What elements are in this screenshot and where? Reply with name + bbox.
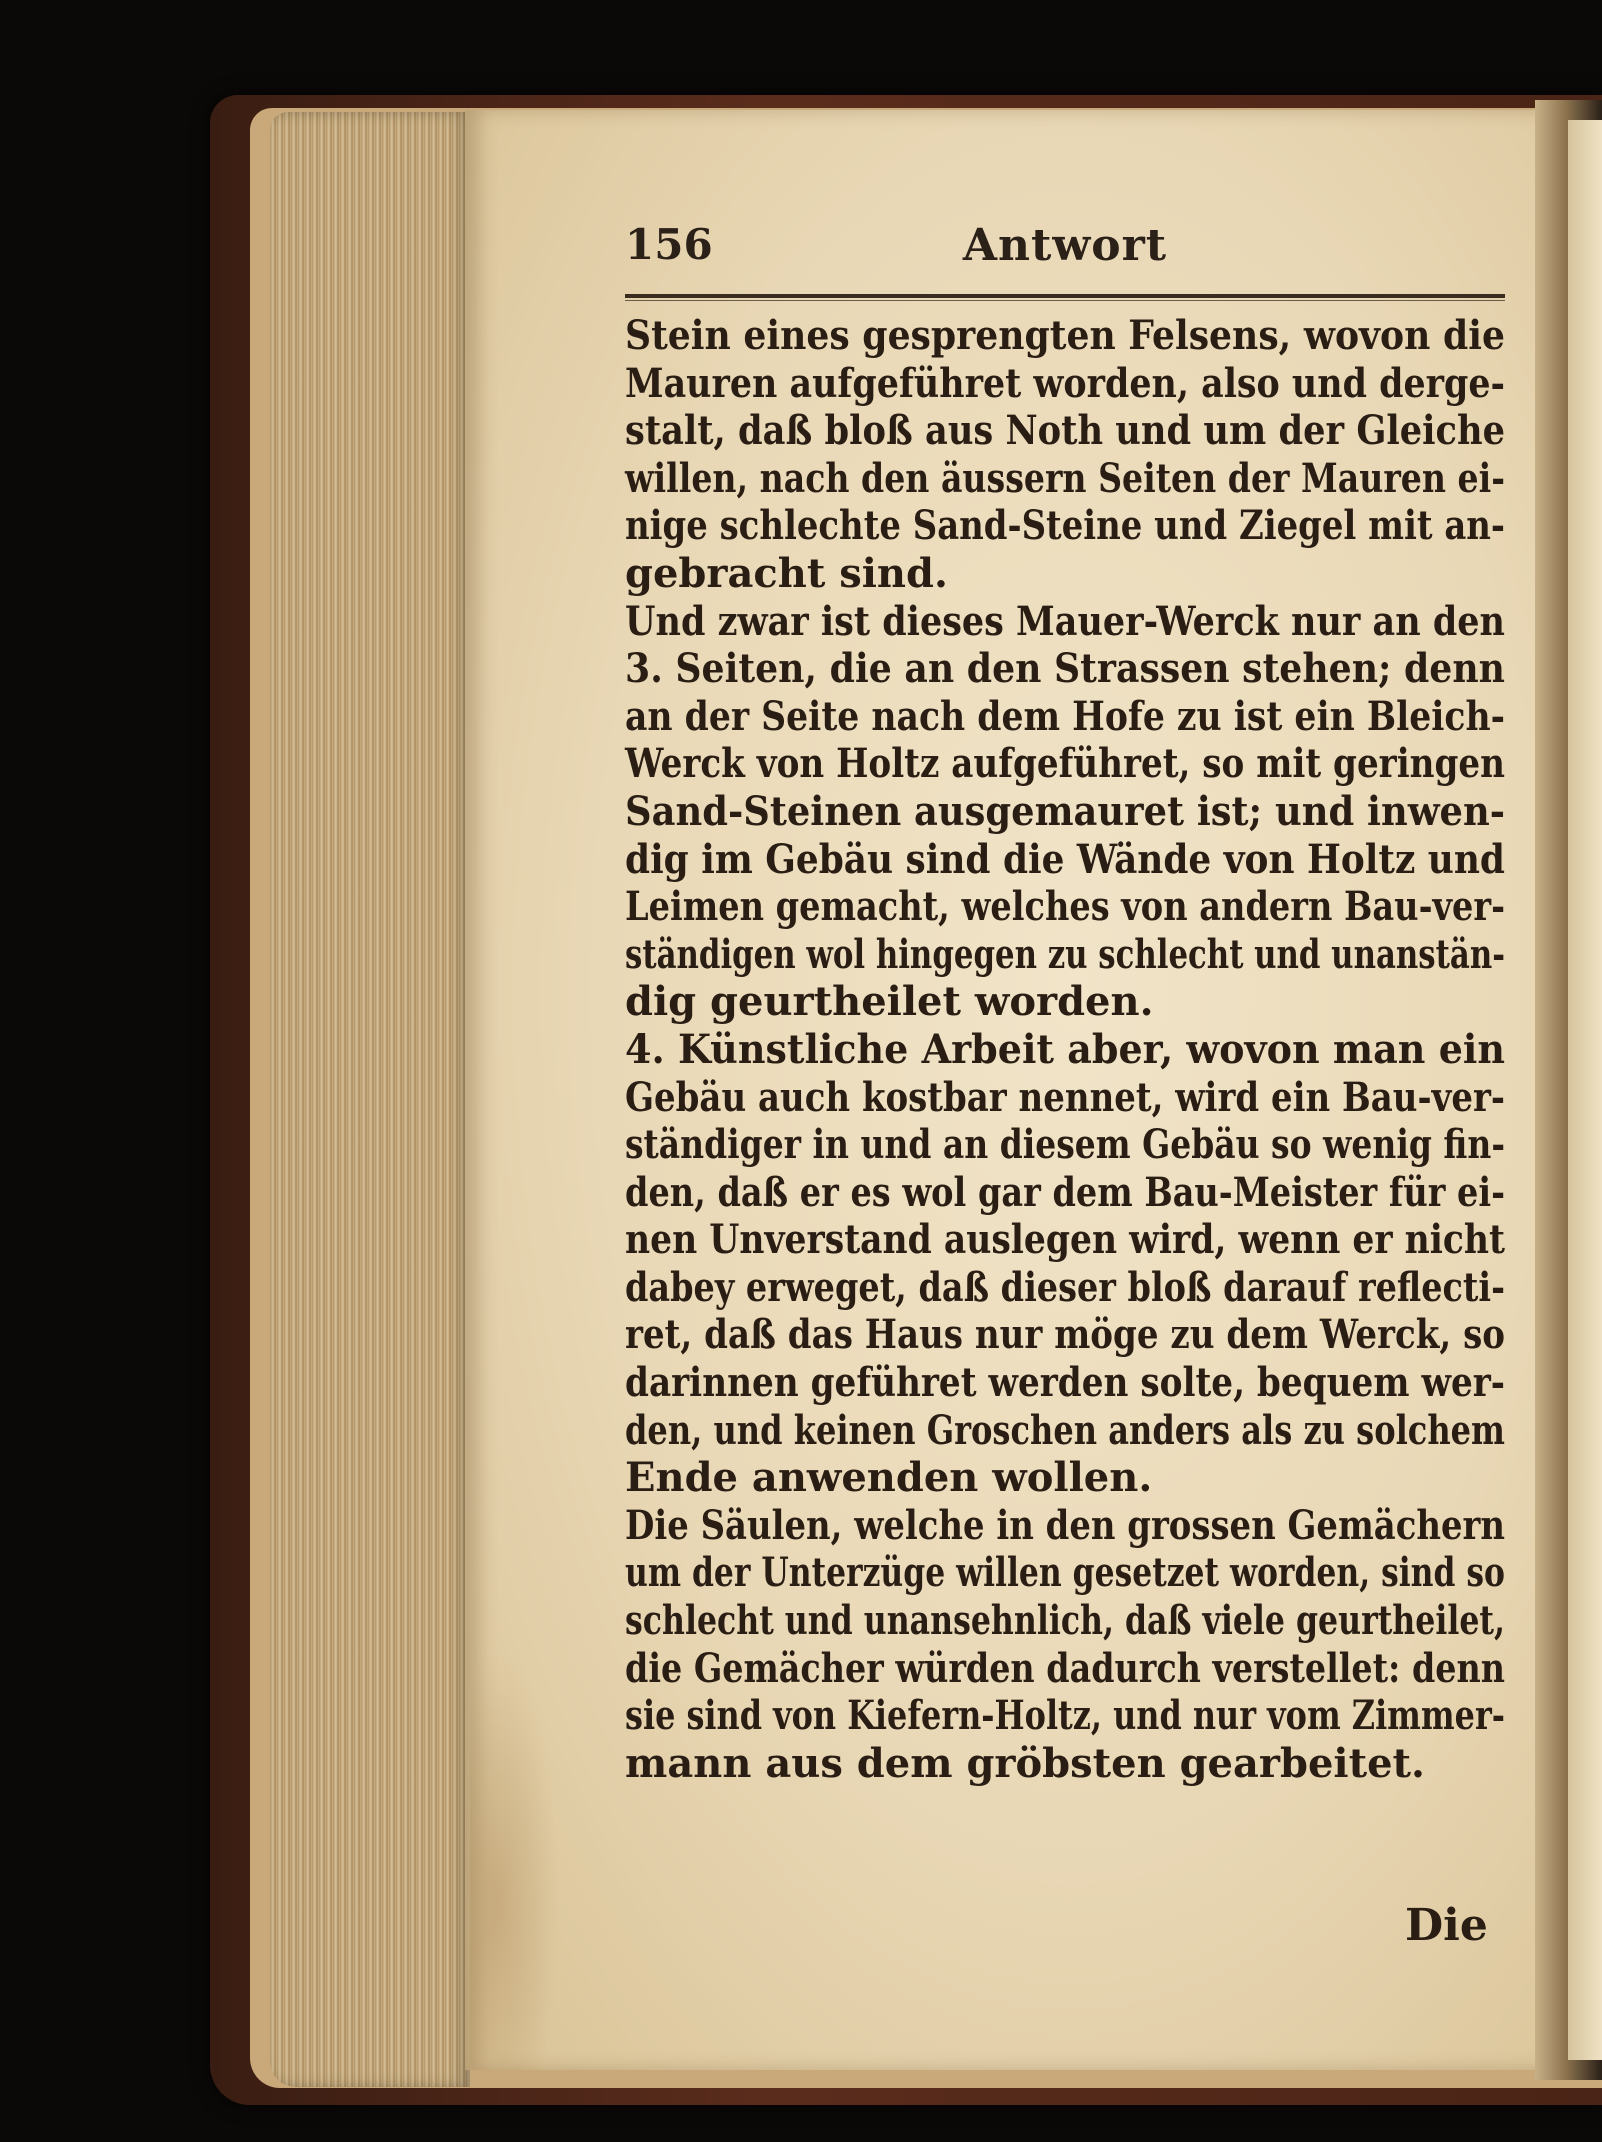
text-line: Gebäu auch kostbar nennet, wird ein Bau-ver- [625,1073,1505,1121]
text-line: gebracht sind. [625,549,948,597]
text-line: Die Säulen, welche in den grossen Gemächern [625,1501,1505,1549]
text-line: den, und keinen Groschen anders als zu solchem [625,1406,1505,1454]
text-line: dabey erweget, daß dieser bloß darauf reflecti- [625,1263,1505,1311]
text-line: ständiger in und an diesem Gebäu so wenig fin- [625,1121,1505,1169]
text-line: willen, nach den äussern Seiten der Mauren ei- [625,454,1505,502]
text-line: darinnen geführet werden solte, bequem wer- [625,1359,1505,1407]
text-line: Und zwar ist dieses Mauer-Werck nur an den [625,597,1505,645]
text-line: nen Unverstand auslegen wird, wenn er nicht [625,1216,1505,1264]
text-line: dig geurtheilet worden. [625,978,1154,1026]
text-line: Mauren aufgeführet worden, also und derge- [625,359,1505,407]
text-line: nige schlechte Sand-Steine und Ziegel mit an- [625,502,1505,550]
text-line: an der Seite nach dem Hofe zu ist ein Bleich- [625,692,1505,740]
text-line: Leimen gemacht, welches von andern Bau-ver- [625,883,1505,931]
text-line: dig im Gebäu sind die Wände von Holtz und [625,835,1505,883]
text-line: ret, daß das Haus nur möge zu dem Werck, so [625,1311,1505,1359]
page-edges [270,112,470,2087]
facing-page-edge [1568,120,1602,2060]
text-line: 3. Seiten, die an den Strassen stehen; denn [625,645,1505,693]
text-line: schlecht und unansehnlich, daß viele geurtheilet, [625,1597,1505,1645]
text-line: den, daß er es wol gar dem Bau-Meister für ei- [625,1168,1505,1216]
text-line: die Gemächer würden dadurch verstellet: denn [625,1644,1505,1692]
page-header [625,220,1505,280]
text-line: mann aus dem gröbsten gearbeitet. [625,1739,1425,1787]
header-rule [625,294,1505,298]
text-line: ständigen wol hingegen zu schlecht und unanstän- [625,930,1505,978]
header-rule-thin [625,300,1505,301]
text-line: stalt, daß bloß aus Noth und um der Gleiche [625,407,1505,455]
text-line: sie sind von Kiefern-Holtz, und nur vom Zimmer- [625,1692,1505,1740]
text-line: Sand-Steinen ausgemauret ist; und inwen- [625,787,1505,835]
running-head: Antwort [962,220,1168,271]
text-line: 4. Künstliche Arbeit aber, wovon man ein [625,1025,1505,1073]
page-number: 156 [625,220,713,269]
text-line: Stein eines gesprengten Felsens, wovon die [625,312,1505,359]
body-text [625,312,1505,1787]
page-stain [470,1650,560,2070]
catchword: Die [1405,1900,1488,1951]
text-line: um der Unterzüge willen gesetzet worden, sind so [625,1549,1505,1597]
text-line: Werck von Holtz aufgeführet, so mit geringen [625,740,1505,788]
text-line: Ende anwenden wollen. [625,1454,1153,1502]
